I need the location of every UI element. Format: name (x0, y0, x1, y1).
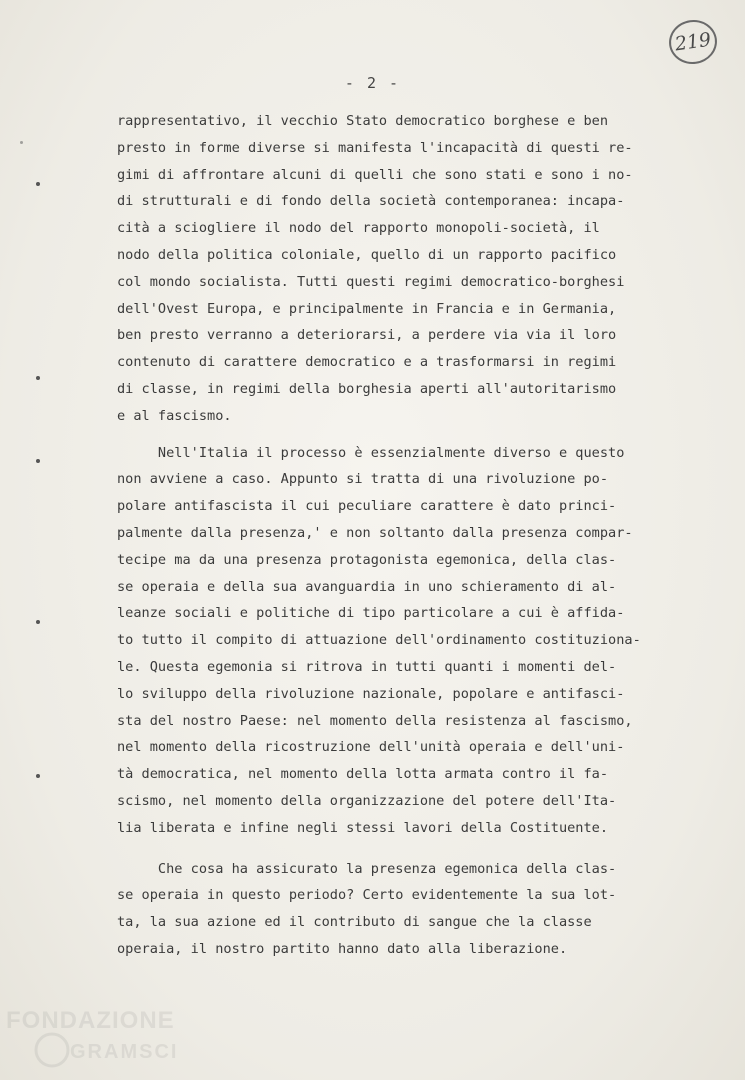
paragraph (117, 856, 697, 963)
watermark-logo-icon (36, 1034, 68, 1066)
text-line: di strutturali e di fondo della società contemporanea: incapa- (117, 193, 625, 210)
text-line: non avviene a caso. Appunto si tratta di una rivoluzione po- (117, 471, 609, 488)
margin-mark (36, 620, 40, 624)
paragraph-gap (117, 430, 697, 440)
text-line: sta del nostro Paese: nel momento della resistenza al fascismo, (117, 712, 633, 729)
text-line: lia liberata e infine negli stessi lavori della Costituente. (117, 819, 609, 836)
text-line: polare antifascista il cui peculiare carattere è dato princi- (117, 498, 617, 515)
text-line: nel momento della ricostruzione dell'unità operaia e dell'uni- (117, 739, 625, 756)
margin-mark (36, 376, 40, 380)
text-line: rappresentativo, il vecchio Stato democratico borghese e ben (117, 113, 609, 129)
paragraph-gap (117, 842, 697, 856)
body-text (117, 108, 697, 963)
text-line: scismo, nel momento della organizzazione del potere dell'Ita- (117, 792, 617, 809)
margin-mark (36, 774, 40, 778)
paragraph (117, 440, 697, 842)
text-line: tecipe ma da una presenza protagonista egemonica, della clas- (117, 551, 617, 568)
watermark-line2: GRAMSCI (70, 1041, 179, 1063)
text-line: nodo della politica coloniale, quello di un rapporto pacifico (117, 246, 617, 263)
text-line: to tutto il compito di attuazione dell'ordinamento costituziona- (117, 632, 641, 649)
watermark-line1: FONDAZIONE (6, 1007, 175, 1034)
text-line: palmente dalla presenza,' e non soltanto dalla presenza compar- (117, 524, 633, 541)
fondazione-gramsci-watermark (6, 1000, 236, 1070)
margin-mark (36, 459, 40, 463)
page-number: - 2 - (344, 74, 401, 92)
text-line: ben presto verranno a deteriorarsi, a perdere via via il loro (117, 327, 617, 344)
paragraph (117, 108, 697, 430)
text-line: se operaia e della sua avanguardia in uno schieramento di al- (117, 578, 617, 595)
stamp-number: 219 (673, 28, 713, 56)
margin-mark (20, 141, 23, 144)
margin-mark (36, 182, 40, 186)
text-line: ta, la sua azione ed il contributo di sangue che la classe (117, 914, 592, 931)
text-line: operaia, il nostro partito hanno dato alla liberazione. (117, 940, 568, 957)
text-line: e al fascismo. (117, 407, 232, 424)
text-line: gimi di affrontare alcuni di quelli che sono stati e sono i no- (117, 166, 633, 183)
text-line: se operaia in questo periodo? Certo evidentemente la sua lot- (117, 887, 617, 904)
text-line: col mondo socialista. Tutti questi regimi democratico-borghesi (117, 273, 625, 290)
text-line: tà democratica, nel momento della lotta armata contro il fa- (117, 766, 609, 783)
text-line: di classe, in regimi della borghesia aperti all'autoritarismo (117, 380, 617, 397)
text-line: Che cosa ha assicurato la presenza egemonica della clas- (117, 860, 617, 877)
text-line: dell'Ovest Europa, e principalmente in Francia e in Germania, (117, 300, 617, 317)
text-line: lo sviluppo della rivoluzione nazionale, popolare e antifasci- (117, 685, 625, 702)
text-line: leanze sociali e politiche di tipo particolare a cui è affida- (117, 605, 625, 622)
text-line: le. Questa egemonia si ritrova in tutti quanti i momenti del- (117, 658, 617, 675)
text-line: Nell'Italia il processo è essenzialmente diverso e questo (117, 444, 625, 461)
text-line: presto in forme diverse si manifesta l'incapacità di questi re- (117, 139, 633, 156)
text-line: contenuto di carattere democratico e a trasformarsi in regimi (117, 354, 617, 371)
text-line: cità a sciogliere il nodo del rapporto monopoli-società, il (117, 220, 600, 237)
archive-stamp (666, 17, 720, 67)
